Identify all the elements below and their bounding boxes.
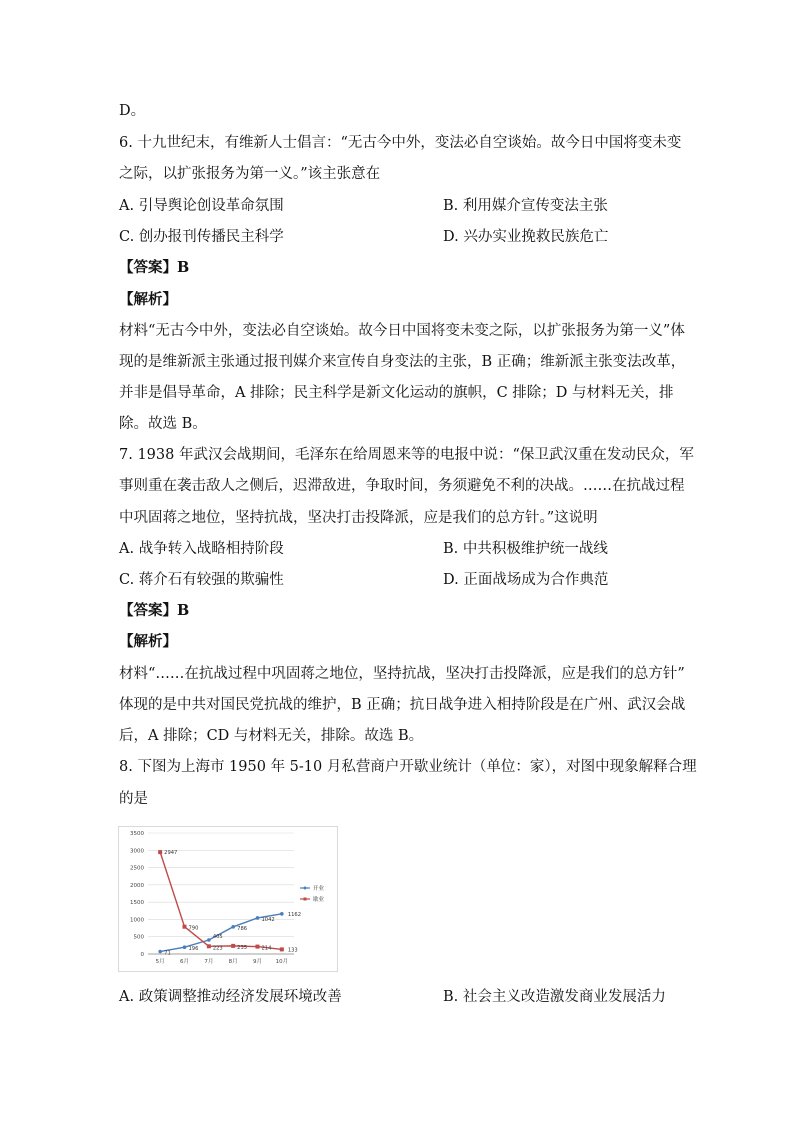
- x-tick-label: 10月: [275, 959, 289, 965]
- q7-analysis-title: 【解析】: [119, 633, 177, 650]
- q7-stem-line-2: 事则重在袭击敌人之侧后，迟滞敌进，争取时间，务须避免不利的决战。……在抗战过程: [119, 478, 685, 494]
- y-tick-label: 1500: [130, 900, 144, 907]
- data-point: [280, 912, 284, 916]
- data-label: 790: [188, 925, 199, 932]
- data-label: 2947: [164, 850, 178, 857]
- data-point: [158, 850, 162, 854]
- q6-analysis-line-3: 并非是倡导革命，A 排除；民主科学是新文化运动的旗帜，C 排除；D 与材料无关，排: [119, 385, 674, 401]
- q8-option-a: A. 政策调整推动经济发展环境改善: [119, 989, 342, 1005]
- data-point: [231, 944, 235, 948]
- data-label: 1042: [261, 916, 275, 923]
- q7-answer: 【答案】B: [119, 602, 190, 619]
- data-point: [256, 945, 260, 949]
- data-point: [207, 938, 211, 942]
- y-tick-label: 2000: [130, 882, 144, 889]
- q7-option-a: A. 战争转入战略相持阶段: [119, 541, 284, 557]
- y-tick-label: 2500: [130, 865, 144, 872]
- data-point: [158, 950, 162, 954]
- y-tick-label: 3000: [130, 848, 144, 855]
- q6-option-c: C. 创办报刊传播民主科学: [119, 229, 284, 245]
- x-tick-label: 7月: [204, 959, 214, 965]
- previous-answer-end: D。: [119, 103, 146, 119]
- data-label: 405: [212, 933, 223, 940]
- data-label: 196: [188, 946, 199, 953]
- data-label: 223: [212, 945, 223, 952]
- q6-option-b: B. 利用媒介宣传变法主张: [443, 198, 608, 214]
- data-label: 235: [237, 944, 248, 951]
- data-point: [207, 944, 211, 948]
- x-tick-label: 5月: [155, 959, 165, 965]
- data-point: [183, 945, 187, 949]
- y-tick-label: 3500: [130, 831, 144, 837]
- y-tick-label: 0: [140, 952, 144, 958]
- data-point: [183, 925, 187, 929]
- q8-option-b: B. 社会主义改造激发商业发展活力: [443, 989, 666, 1005]
- data-point: [231, 925, 235, 929]
- q6-stem-line-2: 之际，以扩张报务为第一义。”该主张意在: [119, 166, 381, 182]
- business-open-close-line-chart: [118, 826, 338, 972]
- q6-analysis-line-1: 材料“无古今中外，变法必自空谈始。故今日中国将变未变之际，以扩张报务为第一义”体: [119, 323, 685, 339]
- q6-answer: 【答案】B: [119, 259, 190, 276]
- data-label: 214: [261, 945, 272, 952]
- q8-stem-line-1: 8. 下图为上海市 1950 年 5-10 月私营商户开歇业统计（单位：家），对图中现象解释合理: [119, 759, 697, 775]
- y-tick-label: 500: [133, 934, 144, 941]
- q7-option-c: C. 蒋介石有较强的欺骗性: [119, 572, 284, 588]
- q6-option-a: A. 引导舆论创设革命氛围: [119, 198, 284, 214]
- q6-stem-line-1: 6. 十九世纪末，有维新人士倡言：“无古今中外，变法必自空谈始。故今日中国将变未变: [119, 135, 682, 151]
- q7-option-d: D. 正面战场成为合作典范: [443, 572, 609, 588]
- data-label: 1162: [287, 911, 302, 918]
- x-tick-label: 8月: [228, 959, 238, 965]
- q7-analysis-line-1: 材料“……在抗战过程中巩固蒋之地位，坚持抗战，坚决打击投降派，应是我们的总方针”: [119, 666, 685, 682]
- q6-analysis-title: 【解析】: [119, 291, 177, 308]
- q8-stem-line-2: 的是: [119, 791, 148, 807]
- legend-marker: [304, 887, 307, 890]
- y-tick-label: 1000: [130, 917, 144, 924]
- data-point: [280, 947, 284, 951]
- legend-label: 歇业: [313, 897, 325, 903]
- q7-analysis-line-2: 体现的是中共对国民党抗战的维护，B 正确；抗日战争进入相持阶段是在广州、武汉会战: [119, 697, 686, 713]
- x-tick-label: 6月: [180, 959, 189, 965]
- legend-label: 开业: [313, 886, 325, 892]
- q6-analysis-line-4: 除。故选 B。: [119, 416, 207, 432]
- q6-analysis-line-2: 现的是维新派主张通过报刊媒介来宣传自身变法的主张，B 正确；维新派主张变法改革，: [119, 354, 686, 370]
- data-label: 786: [237, 925, 248, 932]
- q7-analysis-line-3: 后，A 排除；CD 与材料无关，排除。故选 B。: [119, 728, 424, 744]
- q6-option-d: D. 兴办实业挽救民族危亡: [443, 229, 609, 245]
- x-tick-label: 9月: [253, 959, 262, 965]
- data-point: [256, 916, 260, 920]
- q7-stem-line-3: 中巩固蒋之地位，坚持抗战，坚决打击投降派，应是我们的总方针。”这说明: [119, 510, 598, 526]
- q7-option-b: B. 中共积极维护统一战线: [443, 541, 608, 557]
- q7-stem-line-1: 7. 1938 年武汉会战期间，毛泽东在给周恩来等的电报中说：“保卫武汉重在发动民众，军: [119, 447, 694, 463]
- legend-marker: [304, 898, 307, 901]
- data-label: 71: [164, 950, 171, 957]
- data-label: 133: [287, 947, 298, 954]
